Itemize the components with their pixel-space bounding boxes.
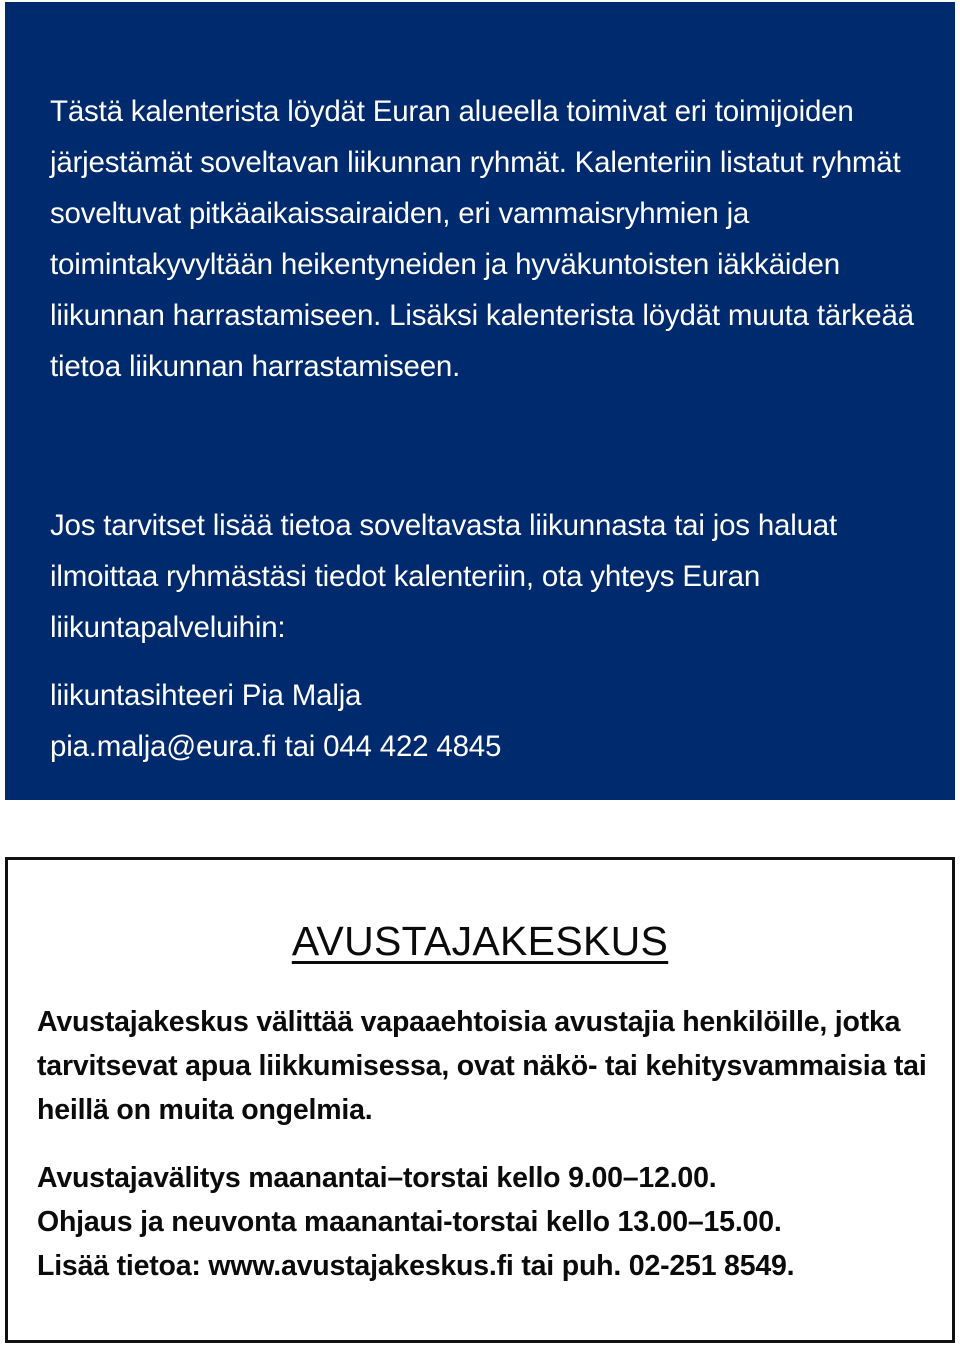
avustajakeskus-title: AVUSTAJAKESKUS xyxy=(291,918,669,964)
avustajakeskus-box xyxy=(5,857,955,1343)
avustajakeskus-hours xyxy=(37,1156,937,1288)
contact-block xyxy=(50,670,930,772)
contact-name: liikuntasihteeri Pia Malja xyxy=(50,679,362,712)
hours-assistance: Avustajavälitys maanantai–torstai kello 9.00–12.00. xyxy=(37,1162,717,1194)
contact-details: pia.malja@eura.fi tai 044 422 4845 xyxy=(50,730,502,763)
avustajakeskus-description: Avustajakeskus välittää vapaaehtoisia avustajia henkilöille, jotka tarvitsevat apua liikkumisessa, ovat näkö- tai kehitysvammaisia tai heillä on muita ongelmia. xyxy=(37,1006,927,1126)
contact-request-paragraph: Jos tarvitset lisää tietoa soveltavasta liikunnasta tai jos haluat ilmoittaa ryhmästäsi tiedot kalenteriin, ota yhteys Euran liikuntapalveluihin: xyxy=(50,509,838,644)
more-info: Lisää tietoa: www.avustajakeskus.fi tai puh. 02-251 8549. xyxy=(37,1250,795,1282)
info-box xyxy=(5,2,955,800)
hours-guidance: Ohjaus ja neuvonta maanantai-torstai kello 13.00–15.00. xyxy=(37,1206,782,1238)
intro-paragraph: Tästä kalenterista löydät Euran alueella toimivat eri toimijoiden järjestämät soveltavan liikunnan ryhmät. Kalenteriin listatut ryhmät soveltuvat pitkäaikaissairaiden, eri vammaisryhmien ja toimintakyvyltään heikentyneiden ja hyväkuntoisten iäkkäiden liikunnan harrastamiseen. Lisäksi kalenterista löydät muuta tärkeää tietoa liikunnan harrastamiseen. xyxy=(50,95,914,383)
